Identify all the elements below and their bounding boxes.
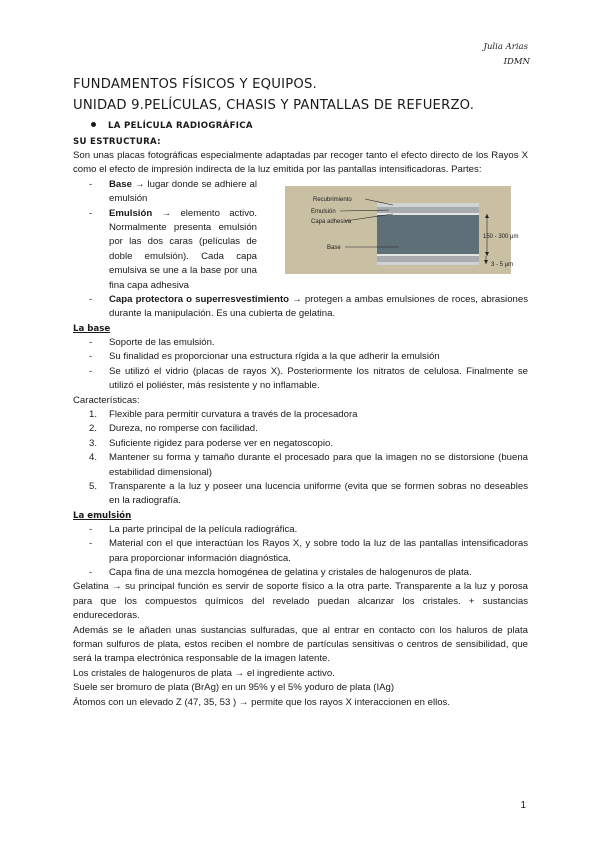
list-item: 1. Flexible para permitir curvatura a través de la procesadora [89,408,358,420]
characteristics-label: Características: [73,394,140,406]
characteristics-list [73,408,528,509]
emulsion-list [73,523,528,581]
list-item: 5. Transparente a la luz y poseer una lucencia uniforme (evita que se formen sobras no deseables en la radiografía. [89,480,528,507]
figure-label-base: Base [327,244,341,251]
gelatin-paragraph: Gelatina → su principal función es servir de soporte físico a la otra parte. Transparente a la luz y porosa para que los compuestos químicos del revelado puedan alcanzar los cristales. + sustancias endurecedoras. [73,581,528,622]
figure-label-emulsion: Emulsión [311,208,336,215]
author-block [484,40,528,70]
protective-list [73,293,528,322]
structure-intro: Son unas placas fotográficas especialmente adaptadas par recoger tanto el efecto directo de los Rayos X como el efecto de impresión indirecta de la luz emitida por las pantallas intensificadoras. Partes: [73,150,528,176]
crystals-line: Los cristales de halogenuros de plata → el ingrediente activo. [73,667,335,679]
part-base-text: → lugar donde se adhiere al emulsión [109,178,257,205]
part-emulsion-term: Emulsión [109,207,153,219]
figure-label-emulsion-thickness: 3 - 5 μm [491,261,514,268]
part-protective-term: Capa protectora o superresvestimiento [109,294,290,306]
part-base-term: Base [109,178,132,190]
title-unit: UNIDAD 9.PELÍCULAS, CHASIS Y PANTALLAS DE REFUERZO. [73,98,475,113]
part-base [73,178,257,207]
base-list [73,336,528,394]
figure-label-base-thickness: 150 - 300 μm [483,233,519,240]
part-emulsion-text: → elemento activo. Normalmente presenta emulsión por las dos caras (películas de doble emulsión). Cada capa emulsiva se une a la base por una fina capa adhesiva [109,207,257,291]
film-structure-figure [285,186,519,274]
list-item: - Su finalidad es proporcionar una estructura rígida a la que adherir la emulsión [73,350,528,364]
parts-list [73,178,257,293]
list-item: - Capa fina de una mezcla homogénea de gelatina y cristales de halogenuros de plata. [73,566,528,580]
sulfur-paragraph: Además se le añaden unas sustancias sulfuradas, que al entrar en contacto con los haluros de plata forman sulfuros de plata, estos reciben el nombre de partículas sensitivas o centros de sensibilidad, que será la trampa electrónica responsable de la imagen latente. [73,624,528,665]
bullet-dot-icon [91,122,96,127]
emulsion-heading: La emulsión [73,510,132,521]
title-subject: FUNDAMENTOS FÍSICOS Y EQUIPOS. [73,77,317,92]
structure-heading: SU ESTRUCTURA: [73,137,161,147]
page-number: 1 [520,800,526,811]
figure-base-layer [377,215,479,254]
course-name: IDMN [503,57,530,67]
figure-emulsion-bottom [377,256,479,262]
list-item: - La parte principal de la película radiográfica. [73,523,528,537]
base-heading: La base [73,323,111,334]
atoms-line: Átomos con un elevado Z (47, 35, 53 ) → permite que los rayos X interaccionen en ellos. [73,696,451,708]
part-protective-text: → protegen a ambas emulsiones de roces, abrasiones durante la manipulación. Es una cubierta de gelatina. [109,294,528,320]
list-item: - Se utilizó el vidrio (placas de rayos X). Posteriormente los nitratos de celulosa. Finalmente se utilizó el poliéster, más resistente y no inflamable. [73,365,528,394]
figure-coating-bottom [377,262,479,265]
list-item: 2. Dureza, no romperse con facilidad. [89,423,258,435]
bromide-line: Suele ser bromuro de plata (BrAg) en un 95% y el 5% yoduro de plata (IAg) [73,682,395,694]
figure-label-adhesive: Capa adhesiva [311,218,352,225]
part-emulsion [73,207,257,293]
list-item: 3. Suficiente rigidez para poderse ver en negatoscopio. [89,437,333,449]
section-bullet-label: LA PELÍCULA RADIOGRÁFICA [108,121,253,131]
figure-emulsion-top [377,207,479,213]
figure-adhesive-bottom [377,254,479,256]
list-item: - Soporte de las emulsión. [73,336,528,350]
part-protective [73,293,528,322]
figure-label-coating: Recubrimiento [313,196,352,203]
list-item: - Material con el que interactúan los Rayos X, y sobre todo la luz de las pantallas intensificadoras para proporcionar información diagnóstica. [73,537,528,566]
section-bullet [91,118,528,134]
list-item: 4. Mantener su forma y tamaño durante el procesado para que la imagen no se distorsione (buena estabilidad dimensional) [89,452,528,478]
parts-block [73,178,528,293]
author-name: Julia Arias [483,42,528,52]
page-content [73,74,528,710]
